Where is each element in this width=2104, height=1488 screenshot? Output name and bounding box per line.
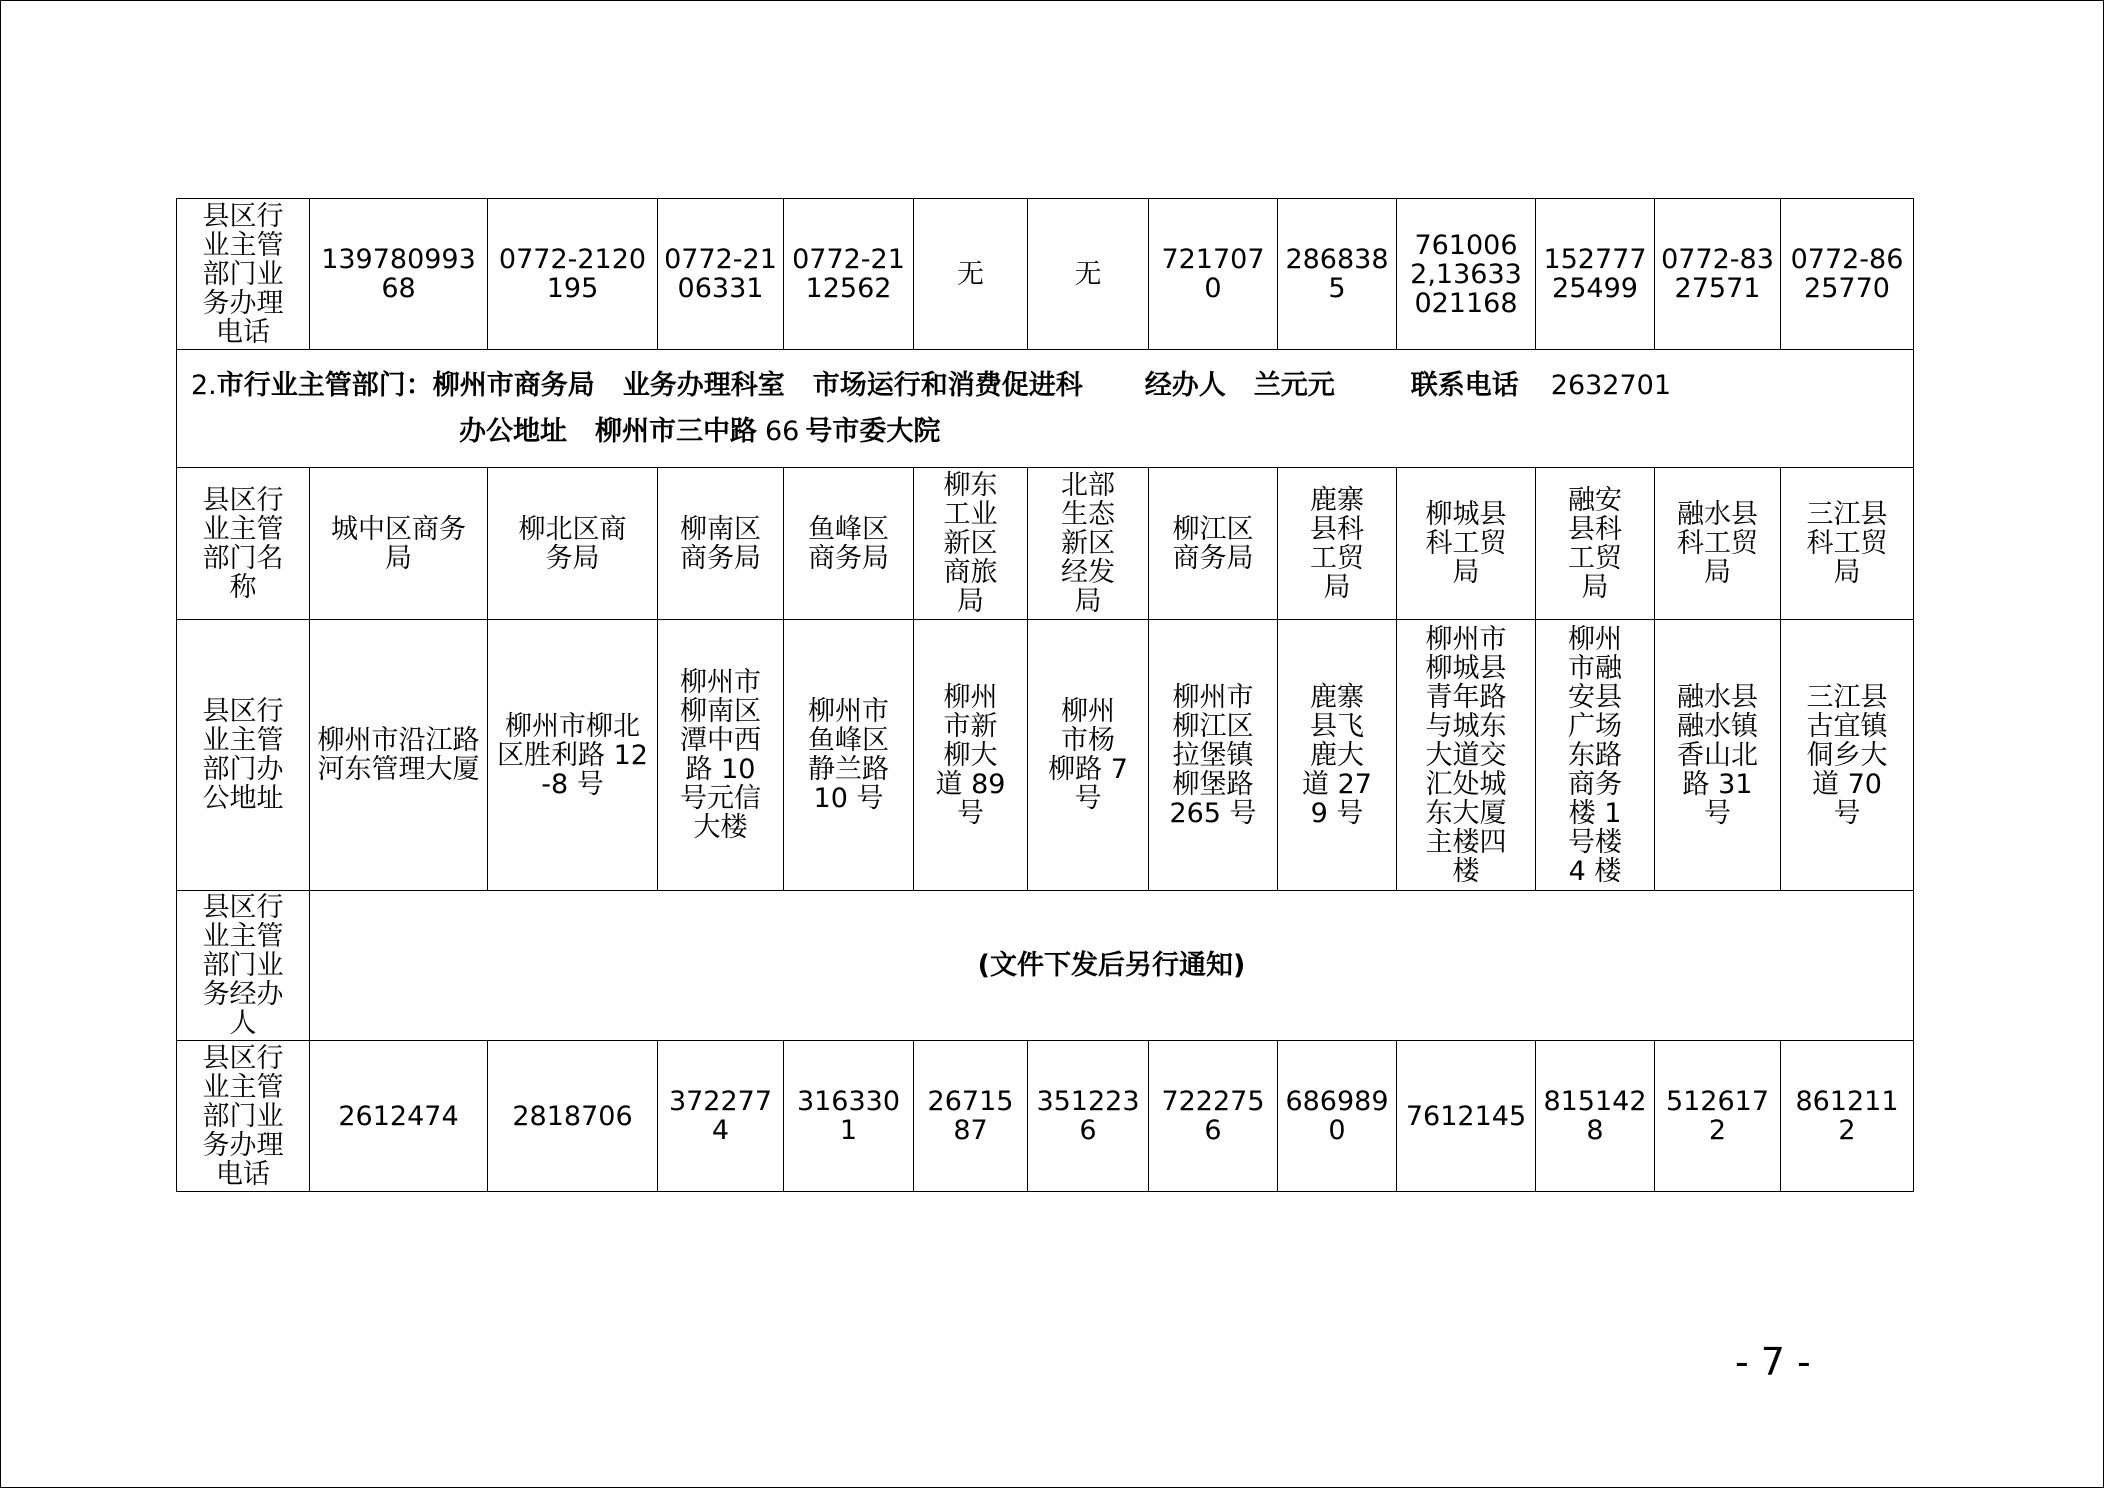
cell-phone-2: 3163301: [784, 1041, 914, 1192]
cell-phone-1: 15277725499: [1536, 199, 1655, 350]
handler-label: 经办人: [1144, 369, 1226, 401]
row-office-addresses: [177, 620, 1914, 891]
row-phone-1: [177, 199, 1914, 350]
cell-phone-1: 7217070: [1149, 199, 1278, 350]
city-department-line-1: [177, 363, 1913, 409]
city-department-name: 市行业主管部门：柳州市商务局: [216, 369, 595, 401]
cell-address: 柳州市柳江区拉堡镇柳堡路 265 号: [1149, 620, 1278, 891]
cell-address: 柳州市融安县广场东路商务楼 1 号楼 4 楼: [1536, 620, 1655, 891]
cell-phone-2: 3722774: [658, 1041, 784, 1192]
row-label-addresses: 县区行业主管部门办公地址: [177, 620, 310, 891]
office-name: 市场运行和消费促进科: [812, 369, 1083, 401]
cell-name: 鹿寨县科工贸局: [1278, 468, 1397, 620]
cell-phone-2: 8151428: [1536, 1041, 1655, 1192]
cell-phone-1: 无: [1028, 199, 1149, 350]
cell-name: 柳北区商务局: [488, 468, 658, 620]
cell-phone-1: 无: [914, 199, 1028, 350]
address-number: 66: [765, 415, 800, 447]
department-table: [176, 198, 1914, 1192]
cell-phone-1: 2868385: [1278, 199, 1397, 350]
cell-phone-2: 6869890: [1278, 1041, 1397, 1192]
cell-name: 柳东工业新区商旅局: [914, 468, 1028, 620]
cell-address: 柳州市杨柳路 7 号: [1028, 620, 1149, 891]
cell-name: 鱼峰区商务局: [784, 468, 914, 620]
city-department-phone: 2632701: [1550, 369, 1672, 401]
city-department-line-2: [177, 409, 1913, 455]
cell-name: 柳城县科工贸局: [1397, 468, 1536, 620]
phone-label: 联系电话: [1410, 369, 1519, 401]
cell-name: 城中区商务局: [310, 468, 488, 620]
row-label-phone-1: 县区行业主管部门业务办理电话: [177, 199, 310, 350]
cell-phone-1: 0772-2120195: [488, 199, 658, 350]
cell-phone-1: 0772-8327571: [1655, 199, 1781, 350]
cell-phone-2: 8612112: [1781, 1041, 1914, 1192]
cell-phone-2: 2818706: [488, 1041, 658, 1192]
row-department-names: [177, 468, 1914, 620]
row-phone-2: [177, 1041, 1914, 1192]
handler-name: 兰元元: [1253, 369, 1335, 401]
cell-address: 融水县融水镇香山北路 31 号: [1655, 620, 1781, 891]
cell-name: 柳江区商务局: [1149, 468, 1278, 620]
row-agent: [177, 891, 1914, 1041]
row-label-agent: 县区行业主管部门业务经办人: [177, 891, 310, 1041]
cell-phone-2: 3512236: [1028, 1041, 1149, 1192]
cell-name: 北部生态新区经发局: [1028, 468, 1149, 620]
cell-phone-1: 13978099368: [310, 199, 488, 350]
cell-phone-1: 0772-2112562: [784, 199, 914, 350]
cell-address: 柳州市柳南区潭中西路 10 号元信大楼: [658, 620, 784, 891]
agent-notice: (文件下发后另行通知): [310, 891, 1914, 1041]
cell-address: 柳州市柳城县青年路与城东大道交汇处城东大厦主楼四楼: [1397, 620, 1536, 891]
cell-phone-2: 7222756: [1149, 1041, 1278, 1192]
cell-name: 三江县科工贸局: [1781, 468, 1914, 620]
cell-address: 柳州市沿江路河东管理大厦: [310, 620, 488, 891]
cell-name: 融安县科工贸局: [1536, 468, 1655, 620]
cell-phone-2: 5126172: [1655, 1041, 1781, 1192]
row-city-department: [177, 350, 1914, 468]
cell-name: 融水县科工贸局: [1655, 468, 1781, 620]
section-number: 2.: [191, 369, 217, 401]
cell-address: 三江县古宜镇侗乡大道 70 号: [1781, 620, 1914, 891]
page-number: - 7 -: [1735, 1340, 1811, 1384]
office-label: 业务办理科室: [622, 369, 785, 401]
address-label: 办公地址: [459, 415, 567, 447]
cell-address: 柳州市新柳大道 89 号: [914, 620, 1028, 891]
cell-address: 柳州市柳北区胜利路 12-8 号: [488, 620, 658, 891]
cell-name: 柳南区商务局: [658, 468, 784, 620]
cell-phone-1: 0772-2106331: [658, 199, 784, 350]
cell-phone-1: 0772-8625770: [1781, 199, 1914, 350]
row-label-phone-2: 县区行业主管部门业务办理电话: [177, 1041, 310, 1192]
cell-phone-2: 2612474: [310, 1041, 488, 1192]
cell-phone-1: 7610062,13633021168: [1397, 199, 1536, 350]
address-street: 柳州市三中路: [595, 415, 757, 447]
cell-address: 柳州市鱼峰区静兰路 10 号: [784, 620, 914, 891]
city-department-info: [177, 350, 1914, 468]
cell-phone-2: 2671587: [914, 1041, 1028, 1192]
cell-address: 鹿寨县飞鹿大道 279 号: [1278, 620, 1397, 891]
address-suffix: 号市委大院: [805, 415, 941, 447]
cell-phone-2: 7612145: [1397, 1041, 1536, 1192]
row-label-names: 县区行业主管部门名称: [177, 468, 310, 620]
